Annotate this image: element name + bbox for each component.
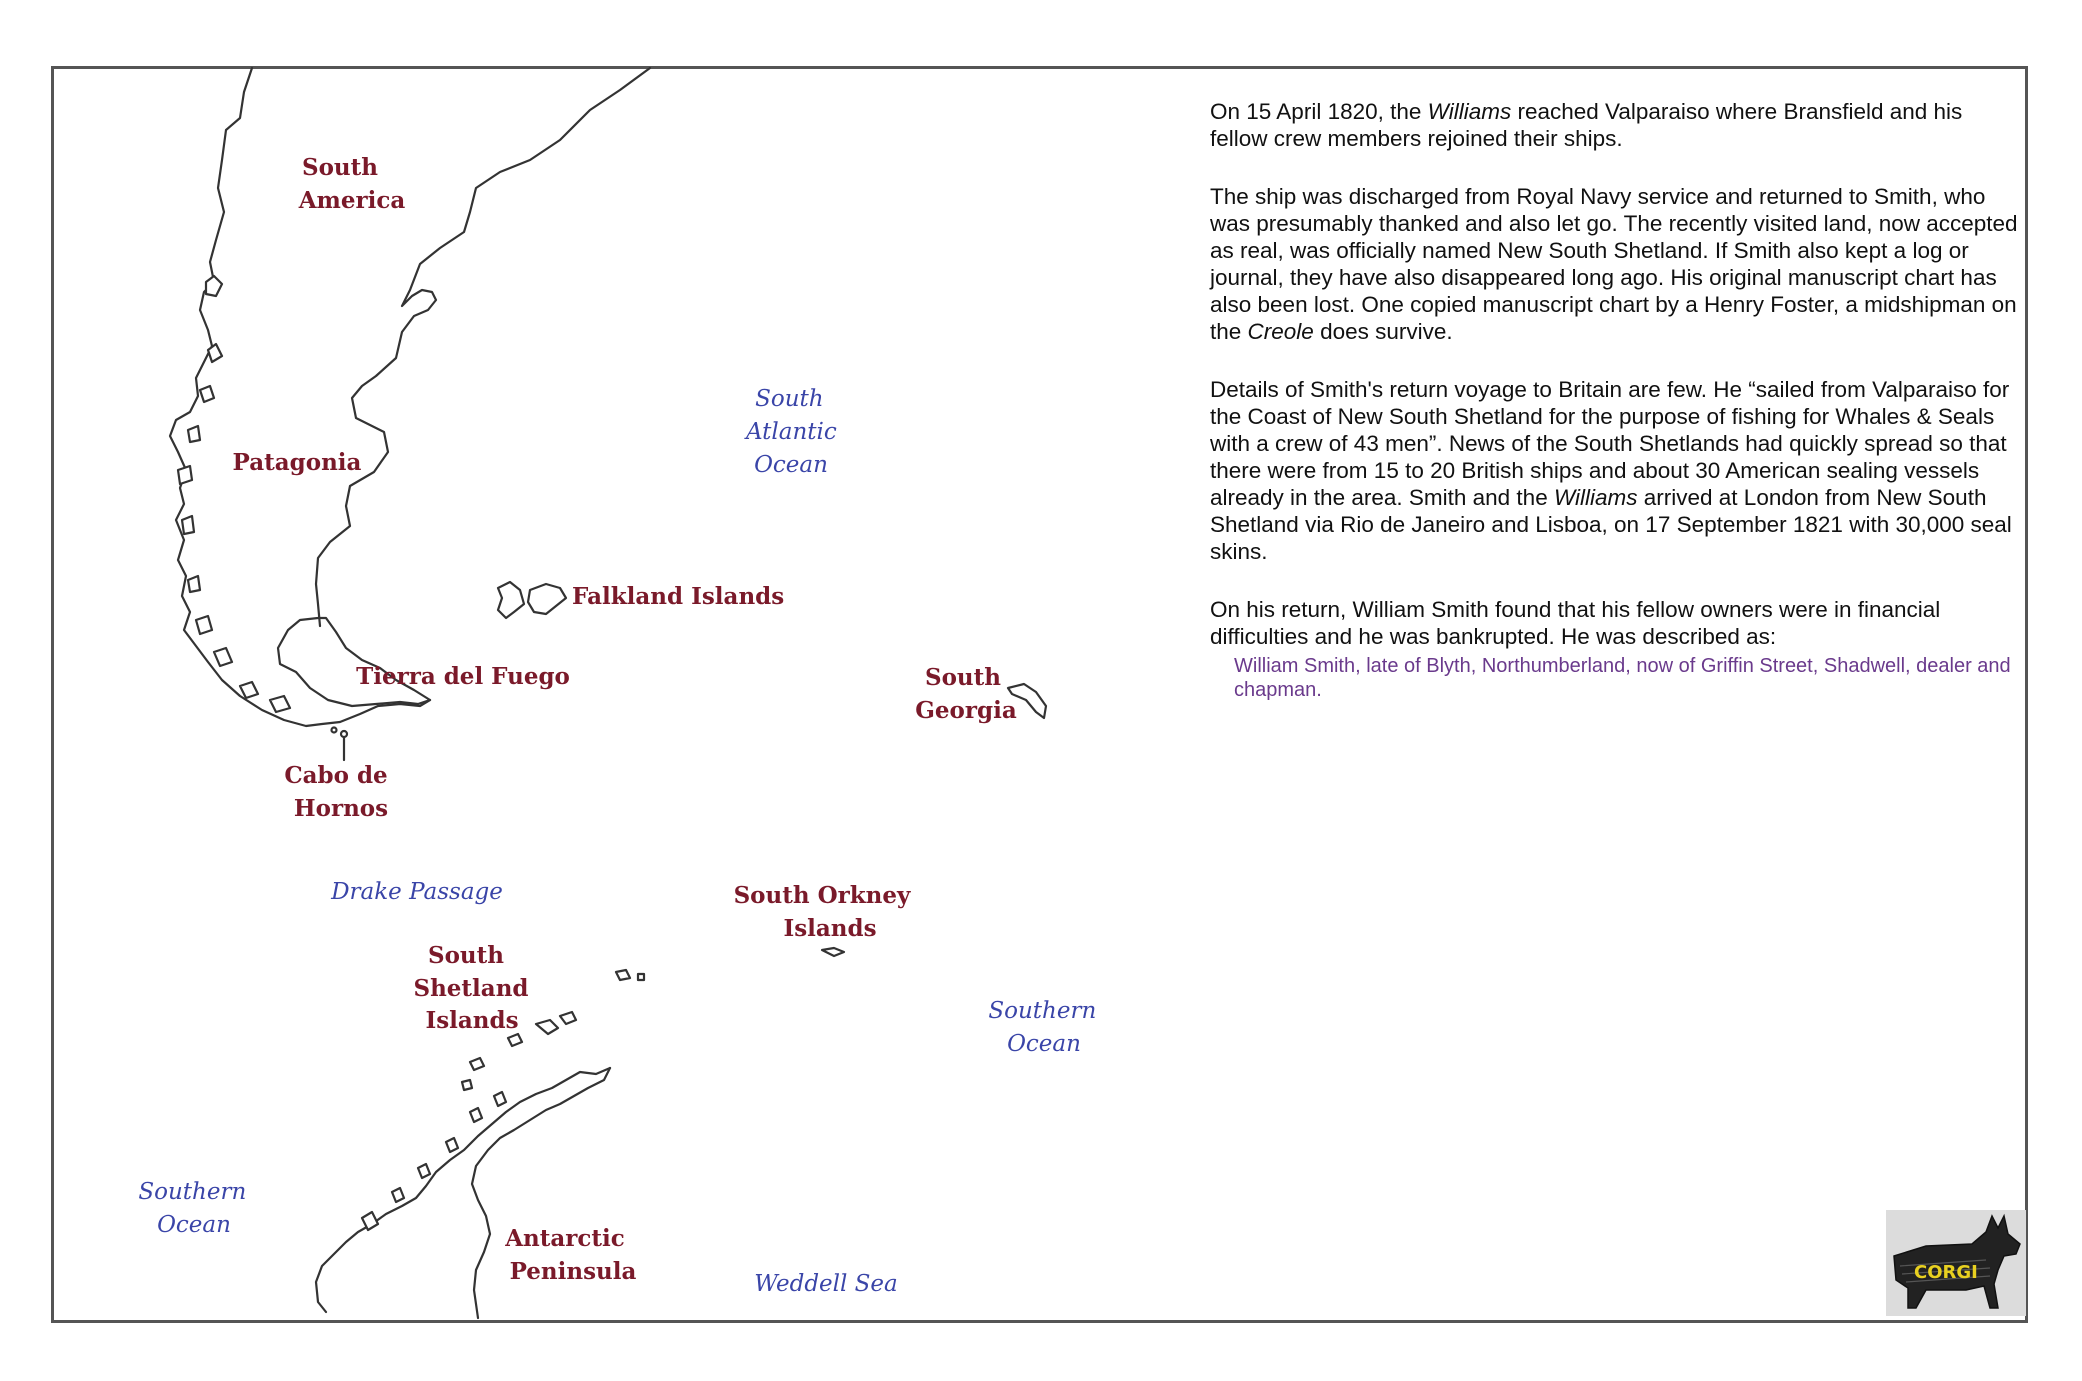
paragraph-bankruptcy: On his return, William Smith found that his fellow owners were in financial difficulties and he was bankrupted. He was described as: bbox=[1210, 597, 1941, 649]
label-south-georgia: South Georgia bbox=[915, 664, 1017, 724]
label-weddell-sea: Weddell Sea bbox=[754, 1271, 898, 1297]
label-cabo-de-hornos: Cabo de Hornos bbox=[284, 762, 389, 822]
south-america-east-coast bbox=[316, 68, 650, 626]
label-tierra-del-fuego: Tierra del Fuego bbox=[356, 663, 570, 690]
svg-text:CORGI: CORGI bbox=[1914, 1262, 1978, 1283]
chile-islands bbox=[178, 276, 290, 712]
peninsula-islands bbox=[362, 1092, 506, 1230]
label-south-atlantic-ocean: South Atlantic Ocean bbox=[745, 386, 837, 478]
label-southern-ocean-east: Southern Ocean bbox=[988, 998, 1097, 1057]
narrative-text bbox=[1210, 98, 2020, 733]
label-patagonia: Patagonia bbox=[232, 449, 362, 476]
paragraph-arrival: On 15 April 1820, the Williams reached Valparaiso where Bransfield and his fellow crew members rejoined their ships. bbox=[1210, 99, 1963, 151]
tierra-del-fuego-coast bbox=[278, 618, 430, 706]
label-south-orkney-islands: South Orkney Islands bbox=[733, 882, 911, 942]
paragraph-discharge: The ship was discharged from Royal Navy service and returned to Smith, who was presumably thanked and also let go. The recently visited land, now accepted as real, was officially named New South Shetland. If Smith also kept a log or journal, they have also disappeared long ago. His original manuscript chart has also been lost. One copied manuscript chart by a Henry Foster, a midshipman on the Creole does survive. bbox=[1210, 184, 2018, 344]
bankruptcy-quote: William Smith, late of Blyth, Northumberland, now of Griffin Street, Shadwell, dealer and chapman. bbox=[1234, 655, 2011, 701]
label-south-shetland-islands: South Shetland Islands bbox=[413, 942, 529, 1034]
corgi-logo bbox=[1886, 1210, 2026, 1316]
label-antarctic-peninsula: Antarctic Peninsula bbox=[505, 1225, 637, 1285]
label-drake-passage: Drake Passage bbox=[331, 879, 503, 905]
corgi-dog-icon bbox=[1886, 1210, 2026, 1316]
label-falkland-islands: Falkland Islands bbox=[572, 583, 785, 610]
south-orkney-island bbox=[822, 948, 844, 956]
label-south-america: South America bbox=[298, 154, 406, 214]
falkland-west-island bbox=[498, 582, 524, 618]
paragraph-return-voyage: Details of Smith's return voyage to Britain are few. He “sailed from Valparaiso for the Coast of New South Shetland for the purpose of fishing for Whales & Seals with a crew of 43 men”. News of the South Shetlands had quickly spread so that there were from 15 to 20 British ships and about 30 American sealing vessels already in the area. Smith and the Williams arrived at London from New South Shetland via Rio de Janeiro and Lisboa, on 17 September 1821 with 30,000 seal skins. bbox=[1210, 377, 2012, 564]
label-southern-ocean-west: Southern Ocean bbox=[138, 1179, 247, 1238]
falkland-east-island bbox=[528, 584, 566, 614]
